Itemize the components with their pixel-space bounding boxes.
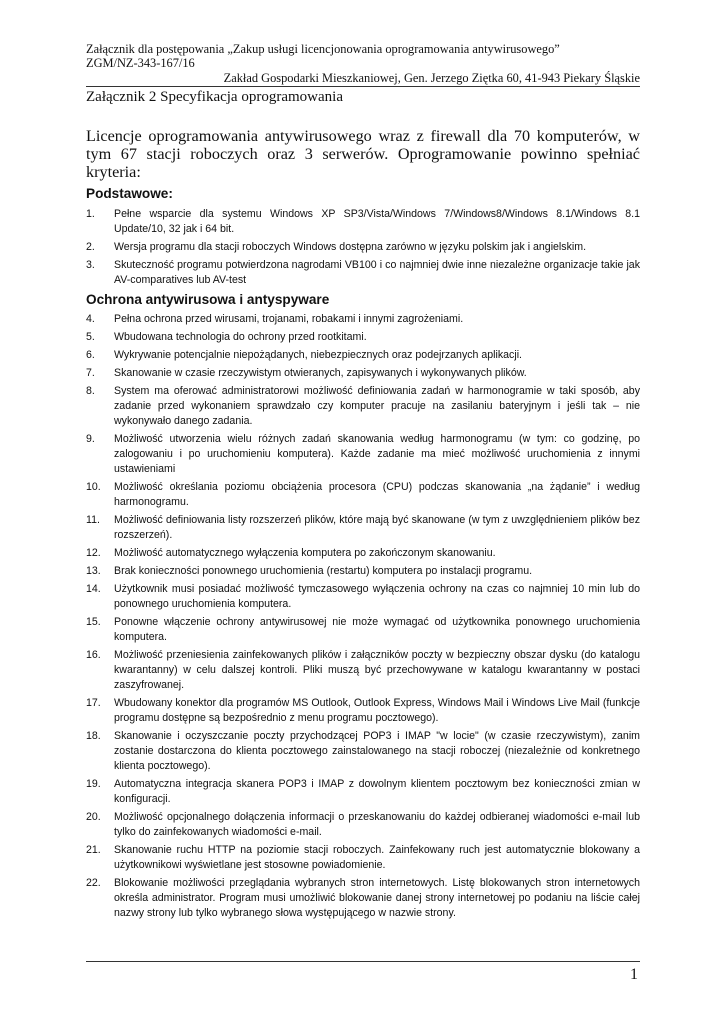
item-number: 17. bbox=[86, 697, 101, 709]
footer-divider bbox=[86, 961, 640, 962]
item-text: System ma oferować administratorowi możliwość definiowania zadań w harmonogramie w taki sposób, aby zadanie przed wykonaniem sprawdzało czy komputer pracuje na zasilaniu bateryjnym i jeśli tak – nie wykonywało danego zadania. bbox=[114, 385, 640, 427]
header-line-tender: Załącznik dla postępowania „Zakup usługi licencjonowania oprogramowania antywirusowego” bbox=[86, 42, 560, 56]
item-number: 6. bbox=[86, 349, 95, 361]
list-item bbox=[86, 696, 640, 726]
item-number: 2. bbox=[86, 241, 95, 253]
item-text: Brak konieczności ponownego uruchomienia (restartu) komputera po instalacji programu. bbox=[114, 565, 533, 577]
item-number: 3. bbox=[86, 259, 95, 271]
item-text: Wbudowana technologia do ochrony przed rootkitami. bbox=[114, 331, 367, 343]
item-text: Możliwość utworzenia wielu różnych zadań skanowania według harmonogramu (w tym: co godzinę, po zalogowaniu i po uruchomieniu komputera). Każde zadanie ma mieć możliwość uruchomienia z innymi ustawieniami bbox=[114, 433, 640, 475]
list-item bbox=[86, 432, 640, 477]
list-item bbox=[86, 348, 640, 363]
item-text: Pełna ochrona przed wirusami, trojanami, robakami i innymi zagrożeniami. bbox=[114, 313, 464, 325]
list-item bbox=[86, 330, 640, 345]
list-item bbox=[86, 615, 640, 645]
item-number: 1. bbox=[86, 208, 95, 220]
intro-paragraph: Licencje oprogramowania antywirusowego wraz z firewall dla 70 komputerów, w tym 67 stacji roboczych oraz 3 serwerów. Oprogramowanie powinno spełniać kryteria: bbox=[86, 127, 640, 181]
item-number: 14. bbox=[86, 583, 101, 595]
list-item bbox=[86, 312, 640, 327]
item-number: 5. bbox=[86, 331, 95, 343]
item-number: 19. bbox=[86, 778, 101, 790]
item-number: 22. bbox=[86, 877, 101, 889]
list-item bbox=[86, 513, 640, 543]
list-item bbox=[86, 240, 640, 255]
list-item bbox=[86, 564, 640, 579]
list-item bbox=[86, 777, 640, 807]
item-number: 8. bbox=[86, 385, 95, 397]
section-heading-antivirus: Ochrona antywirusowa i antyspyware bbox=[86, 292, 330, 307]
attachment-title: Załącznik 2 Specyfikacja oprogramowania bbox=[86, 89, 343, 105]
item-text: Blokowanie możliwości przeglądania wybranych stron internetowych. Listę blokowanych stron internetowych określa administrator. Program musi umożliwić blokowanie danej strony internetowej po podaniu na liście całej nazwy strony lub tylko wybranego słowa występującego w nazwie strony. bbox=[114, 877, 640, 919]
section-heading-basic: Podstawowe: bbox=[86, 186, 173, 201]
item-text: Wykrywanie potencjalnie niepożądanych, niebezpiecznych oraz podejrzanych aplikacji. bbox=[114, 349, 522, 361]
list-item bbox=[86, 582, 640, 612]
item-text: Skanowanie w czasie rzeczywistym otwieranych, zapisywanych i wykonywanych plików. bbox=[114, 367, 527, 379]
item-text: Wersja programu dla stacji roboczych Windows dostępna zarówno w języku polskim jak i angielskim. bbox=[114, 241, 587, 253]
item-text: Skanowanie ruchu HTTP na poziomie stacji roboczych. Zainfekowany ruch jest automatycznie blokowany a użytkownikowi wyświetlane jest stosowne powiadomienie. bbox=[114, 844, 640, 871]
item-number: 16. bbox=[86, 649, 101, 661]
item-text: Pełne wsparcie dla systemu Windows XP SP3/Vista/Windows 7/Windows8/Windows 8.1/Windows 8.1 Update/10, 32 jak i 64 bit. bbox=[114, 208, 640, 235]
item-number: 7. bbox=[86, 367, 95, 379]
page-number: 1 bbox=[630, 966, 638, 983]
header-line-reference: ZGM/NZ-343-167/16 bbox=[86, 56, 195, 70]
list-item bbox=[86, 729, 640, 774]
item-number: 21. bbox=[86, 844, 101, 856]
list-item bbox=[86, 843, 640, 873]
item-number: 13. bbox=[86, 565, 101, 577]
item-number: 12. bbox=[86, 547, 101, 559]
item-text: Wbudowany konektor dla programów MS Outlook, Outlook Express, Windows Mail i Windows Live Mail (funkcje programu dostępne są bezpośrednio z menu programu pocztowego). bbox=[114, 697, 640, 724]
list-item bbox=[86, 648, 640, 693]
item-text: Ponowne włączenie ochrony antywirusowej nie może wymagać od użytkownika ponownego uruchomienia komputera. bbox=[114, 616, 640, 643]
item-number: 15. bbox=[86, 616, 101, 628]
list-item bbox=[86, 258, 640, 288]
item-number: 18. bbox=[86, 730, 101, 742]
item-text: Skanowanie i oczyszczanie poczty przychodzącej POP3 i IMAP "w locie" (w czasie rzeczywistym), zanim zostanie dostarczona do klienta pocztowego zainstalowanego na stacji roboczej (niezależnie od konkretnego klienta pocztowego). bbox=[114, 730, 640, 772]
item-number: 4. bbox=[86, 313, 95, 325]
header-line-organization: Zakład Gospodarki Mieszkaniowej, Gen. Jerzego Ziętka 60, 41-943 Piekary Śląskie bbox=[223, 71, 640, 85]
item-text: Użytkownik musi posiadać możliwość tymczasowego wyłączenia ochrony na czas co najmniej 10 min lub do ponownego uruchomienia komputera. bbox=[114, 583, 640, 610]
item-number: 20. bbox=[86, 811, 101, 823]
item-number: 10. bbox=[86, 481, 101, 493]
list-item bbox=[86, 366, 640, 381]
item-number: 9. bbox=[86, 433, 95, 445]
item-text: Możliwość określania poziomu obciążenia procesora (CPU) podczas skanowania „na żądanie” i według harmonogramu. bbox=[114, 481, 640, 508]
list-item bbox=[86, 480, 640, 510]
item-text: Skuteczność programu potwierdzona nagrodami VB100 i co najmniej dwie inne niezależne organizacje takie jak AV-comparatives lub AV-test bbox=[114, 259, 640, 286]
item-text: Automatyczna integracja skanera POP3 i IMAP z dowolnym klientem pocztowym bez konieczności zmian w konfiguracji. bbox=[114, 778, 640, 805]
list-item bbox=[86, 384, 640, 429]
item-text: Możliwość definiowania listy rozszerzeń plików, które mają być skanowane (w tym z uwzględnieniem plików bez rozszerzeń). bbox=[114, 514, 640, 541]
antivirus-requirements-list bbox=[86, 312, 640, 924]
item-text: Możliwość automatycznego wyłączenia komputera po zakończonym skanowaniu. bbox=[114, 547, 496, 559]
list-item bbox=[86, 810, 640, 840]
list-item bbox=[86, 876, 640, 921]
list-item bbox=[86, 546, 640, 561]
list-item bbox=[86, 207, 640, 237]
item-number: 11. bbox=[86, 514, 100, 526]
header-divider bbox=[86, 86, 640, 87]
item-text: Możliwość opcjonalnego dołączenia informacji o przeskanowaniu do każdej odbieranej wiadomości e-mail lub tylko do zainfekowanych wiadomości e-mail. bbox=[114, 811, 640, 838]
basic-requirements-list bbox=[86, 207, 640, 291]
item-text: Możliwość przeniesienia zainfekowanych plików i załączników poczty w bezpieczny obszar dysku (do katalogu kwarantanny) w celu dalszej kontroli. Pliki muszą być przechowywane w katalogu kwarantanny w postaci zaszyfrowanej. bbox=[114, 649, 640, 691]
